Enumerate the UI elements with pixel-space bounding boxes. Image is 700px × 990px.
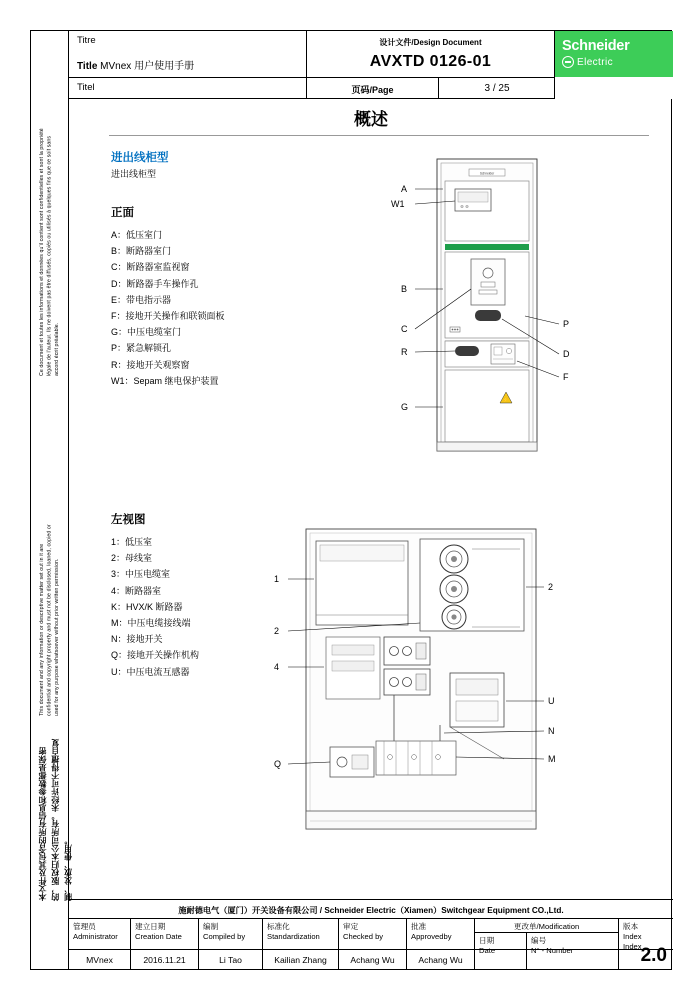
- legend-item: F：接地开关操作和联锁面板: [111, 311, 225, 322]
- legend-item: A：低压室门: [111, 230, 163, 240]
- title-value: MVnex 用户使用手册: [100, 61, 195, 72]
- legend-item: R：接地开关观察窗: [111, 359, 190, 370]
- label-cn: 编制: [203, 922, 219, 931]
- legend-item: 4：断路器室: [111, 585, 162, 596]
- callout-C: C: [401, 324, 408, 334]
- callout-B: B: [401, 284, 408, 294]
- callout-N: N: [548, 726, 555, 736]
- label-en-1: Index: [623, 932, 642, 941]
- label-cn: 建立日期: [135, 922, 166, 931]
- company-footer-bar: 施耐德电气（厦门）开关设备有限公司 / Schneider Electric（Xiamen）Switchgear Equipment CO.,Ltd.: [69, 899, 673, 919]
- legend-item: C：断路器室监视窗: [111, 262, 190, 273]
- titel-label: Titel: [69, 77, 306, 99]
- callout-M: M: [548, 754, 556, 764]
- legend-item: M：中压电缆接线端: [111, 618, 191, 629]
- logo-wordmark: Schneider: [562, 38, 630, 54]
- legend-item: E：带电指示器: [111, 294, 172, 305]
- section-subheading-inout-cabinet: 进出线柜型: [111, 169, 157, 179]
- callout-2-right: 2: [548, 582, 554, 592]
- header-title-block: [69, 31, 307, 98]
- page-label: 页码/Page: [307, 77, 439, 99]
- label-en: Creation Date: [135, 932, 182, 941]
- legend-item: P：紧急解锁孔: [111, 343, 172, 354]
- footer-col-mod-number: [527, 933, 619, 955]
- legal-text-fr: Ce document et toutes les informations et données qu'il contient sont confidentielles et sont la propriété légale de l'auteur. Ils ne doivent pas être diffusés, copiés ou utilisés à quelques fins que ce soit sans accord écrit préalable.: [39, 128, 61, 376]
- legal-text-en: This document and any information or descriptive matter set out in it are confidential and copyright property and must not be disclosed, loaned, copied or used for any purpose whatsoever without prior written permission.: [39, 524, 61, 716]
- legend-item: 1：低压室: [111, 537, 153, 547]
- front-view-legend: [111, 227, 225, 389]
- label-cn: 审定: [343, 922, 359, 931]
- label-en: Checked by: [343, 932, 384, 941]
- legend-item: 3：中压电缆室: [111, 569, 171, 580]
- callout-D: D: [563, 349, 570, 359]
- value-standardization: Kailian Zhang: [263, 950, 339, 970]
- left-margin-strip: [31, 31, 73, 969]
- label-cn: 批准: [411, 922, 427, 931]
- callout-F: F: [563, 372, 569, 382]
- design-document-label: 设计文件/Design Document: [379, 38, 482, 47]
- document-page: [30, 30, 672, 970]
- label-en: Standardization: [267, 932, 320, 941]
- legal-text-cn: 本文件及其包含的所有信息和参数都是保密的，版权归本公司所有。未经许可不得擅自复制、发放、使用。: [38, 739, 73, 901]
- header-doc-block: [307, 31, 555, 98]
- footer-table: [69, 919, 673, 970]
- label-cn: 标准化: [267, 922, 290, 931]
- label-en: Administrator: [73, 932, 118, 941]
- modification-group-label: 更改单/Modification: [475, 919, 619, 933]
- legend-item: U：中压电流互感器: [111, 666, 190, 677]
- callout-P: P: [563, 319, 570, 329]
- footer-values-row: [69, 949, 673, 970]
- label-cn: 日期: [479, 936, 495, 945]
- title-label: Title: [77, 61, 98, 72]
- document-content: [69, 99, 673, 899]
- legend-item: B：断路器室门: [111, 246, 172, 257]
- version-value: 2.0: [640, 945, 667, 966]
- left-view-drawing: [244, 519, 664, 849]
- left-view-legend: [111, 534, 199, 680]
- label-en: Compiled by: [203, 932, 246, 941]
- svg-text:Schneider: Schneider: [479, 171, 495, 176]
- value-approved-by: Achang Wu: [407, 950, 475, 970]
- svg-text:⚡: ⚡: [502, 397, 510, 404]
- left-view-label: 左视图: [111, 514, 146, 526]
- legend-item: K：HVX/K 断路器: [111, 601, 183, 612]
- legend-item: N：接地开关: [111, 634, 163, 645]
- callout-A: A: [401, 184, 408, 194]
- callout-G: G: [401, 402, 409, 412]
- label-cn: 管理员: [73, 922, 96, 931]
- titre-label: Titre: [77, 35, 96, 46]
- title-row: [69, 53, 306, 77]
- label-en-2: Index: [623, 942, 642, 951]
- value-mod-date: [475, 950, 527, 970]
- front-view-drawing: [329, 149, 649, 469]
- page-title: 概述: [354, 110, 388, 129]
- legend-item: D：断路器手车操作孔: [111, 278, 199, 289]
- value-mod-number: [527, 950, 619, 970]
- document-header: [69, 31, 673, 99]
- legend-item: Q：接地开关操作机构: [111, 650, 200, 661]
- callout-W1: W1: [391, 199, 405, 209]
- legend-item: W1：Sepam 继电保护装置: [111, 375, 219, 386]
- callout-Q: Q: [274, 759, 282, 769]
- label-en: N° - Number: [531, 946, 574, 955]
- value-creation-date: 2016.11.21: [131, 950, 199, 970]
- section-heading-inout-cabinet: 进出线柜型: [111, 152, 169, 164]
- label-cn: 编号: [531, 936, 547, 945]
- label-en: Date: [479, 946, 496, 955]
- label-en: Approvedby: [411, 932, 452, 941]
- callout-U: U: [548, 696, 555, 706]
- schneider-electric-logo: [555, 31, 673, 99]
- front-view-label: 正面: [111, 207, 134, 219]
- logo-mark-icon: [562, 56, 574, 68]
- value-checked-by: Achang Wu: [339, 950, 407, 970]
- callout-4: 4: [274, 662, 280, 672]
- label-cn: 版本: [623, 922, 639, 931]
- document-code: AVXTD 0126-01: [369, 53, 492, 70]
- callout-R: R: [401, 347, 408, 357]
- callout-2-left: 2: [274, 626, 280, 636]
- value-compiled-by: Li Tao: [199, 950, 263, 970]
- legend-item: G：中压电缆室门: [111, 327, 182, 338]
- title-divider: [109, 135, 649, 136]
- footer-col-mod-date: [475, 933, 527, 955]
- legend-item: 2：母线室: [111, 553, 153, 564]
- value-administrator: MVnex: [69, 950, 131, 970]
- page-number: 3 / 25: [439, 77, 555, 99]
- callout-1: 1: [274, 574, 280, 584]
- logo-subtext: Electric: [577, 57, 613, 68]
